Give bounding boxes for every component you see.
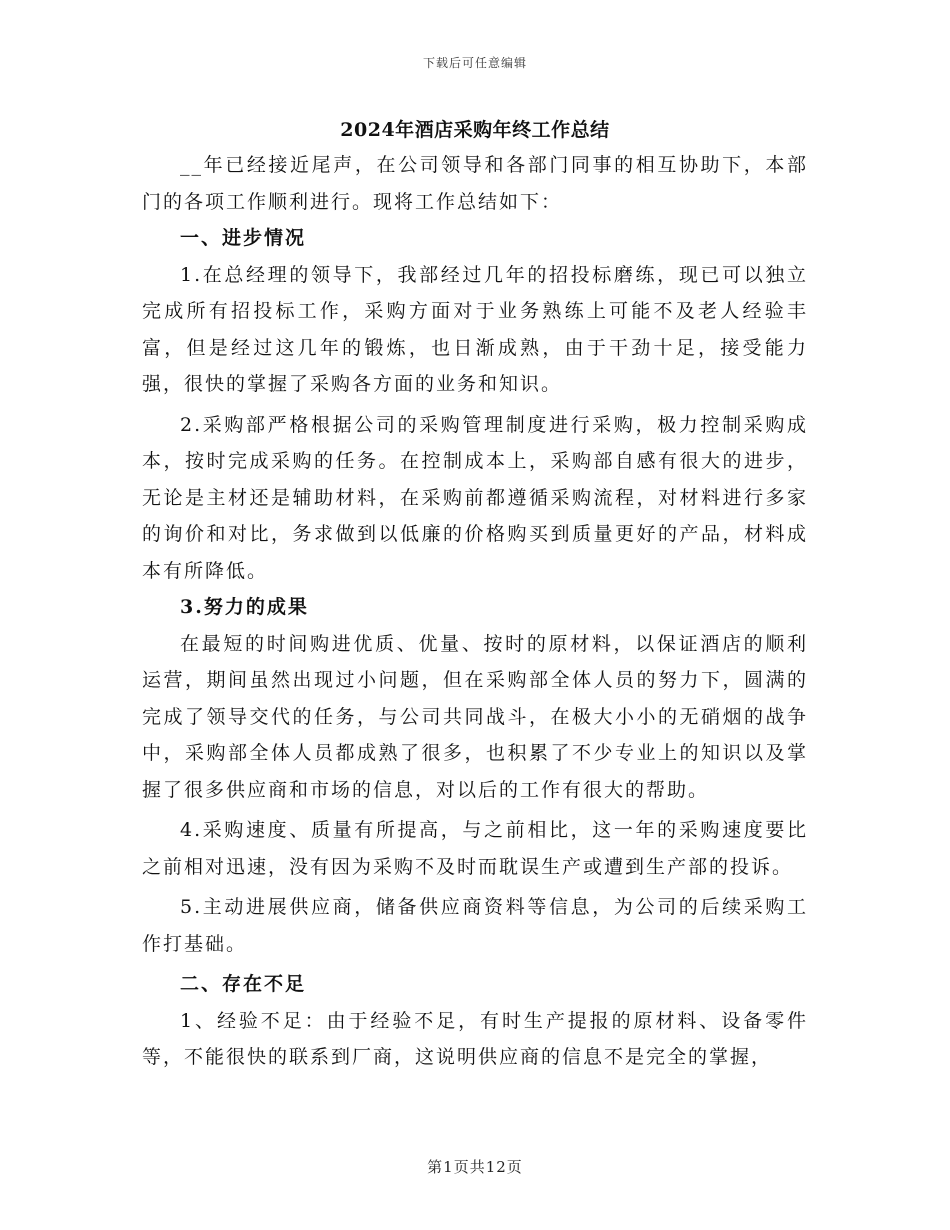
section-heading-results: 3.努力的成果 (180, 596, 309, 618)
section-heading-shortcomings: 二、存在不足 (180, 973, 307, 995)
paragraph-item-1: 1.在总经理的领导下，我部经过几年的招投标磨练，现已可以独立完成所有招投标工作，采购方面对于业务熟练上可能不及老人经验丰富，但是经过这几年的锻炼，也日渐成熟，由于干劲十足，接受能力强，很快的掌握了采购各方面的业务和知识。 (142, 263, 808, 395)
document-title: 2024年酒店采购年终工作总结 (340, 119, 610, 141)
paragraph-item-5: 5.主动进展供应商，储备供应商资料等信息，为公司的后续采购工作打基础。 (142, 896, 808, 955)
paragraph-item-2: 2.采购部严格根据公司的采购管理制度进行采购，极力控制采购成本，按时完成采购的任务。在控制成本上，采购部自感有很大的进步，无论是主材还是辅助材料，在采购前都遵循采购流程，对材料进行多家的询价和对比，务求做到以低廉的价格购买到质量更好的产品，材料成本有所降低。 (142, 413, 808, 582)
intro-paragraph: __年已经接近尾声，在公司领导和各部门同事的相互协助下，本部门的各项工作顺利进行。现将工作总结如下： (142, 154, 808, 213)
paragraph-shortcoming-1: 1、经验不足：由于经验不足，有时生产提报的原材料、设备零件等，不能很快的联系到厂商，这说明供应商的信息不是完全的掌握， (142, 1009, 808, 1068)
page-footer: 第1页共12页 (427, 1158, 523, 1176)
paragraph-results: 在最短的时间购进优质、优量、按时的原材料，以保证酒店的顺利运营，期间虽然出现过小问题，但在采购部全体人员的努力下，圆满的完成了领导交代的任务，与公司共同战斗，在极大小小的无硝烟的战争中，采购部全体人员都成熟了很多，也积累了不少专业上的知识以及掌握了很多供应商和市场的信息，对以后的工作有很大的帮助。 (142, 632, 808, 801)
paragraph-item-4: 4.采购速度、质量有所提高，与之前相比，这一年的采购速度要比之前相对迅速，没有因为采购不及时而耽误生产或遭到生产部的投诉。 (142, 819, 808, 878)
document-body (142, 147, 808, 1076)
header-note: 下载后可任意编辑 (422, 56, 527, 70)
section-heading-progress: 一、进步情况 (180, 227, 307, 249)
